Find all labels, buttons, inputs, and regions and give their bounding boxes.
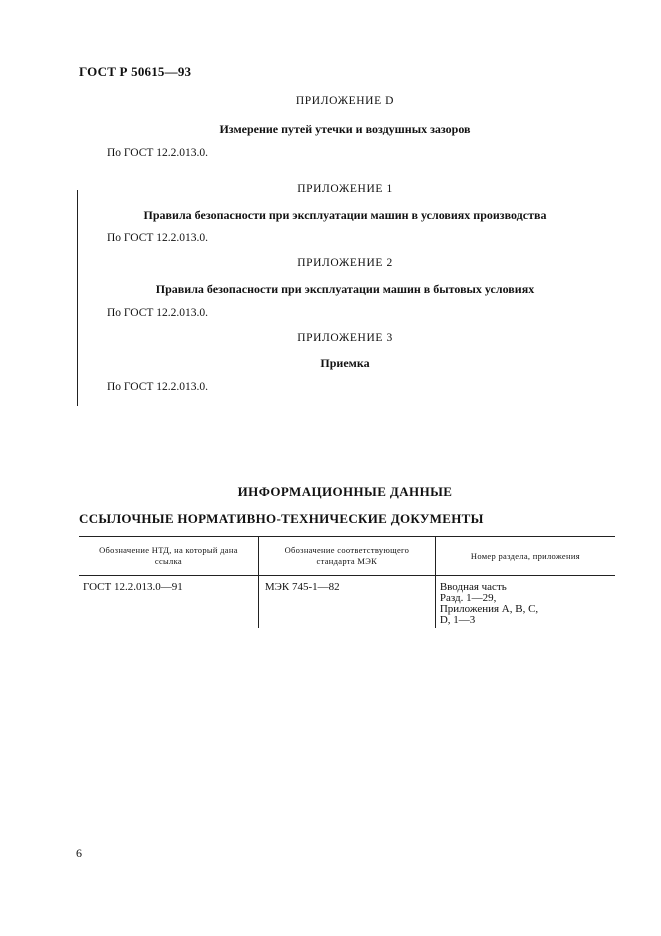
cell-iec: МЭК 745-1—82 bbox=[258, 576, 435, 629]
table-row bbox=[79, 576, 615, 629]
appendix-d-label: ПРИЛОЖЕНИЕ D bbox=[295, 95, 395, 107]
section-line: Вводная часть bbox=[439, 581, 507, 593]
appendix-d-reference: По ГОСТ 12.2.013.0. bbox=[107, 147, 209, 159]
table-header-row bbox=[79, 537, 615, 576]
page-number: 6 bbox=[76, 846, 82, 860]
appendix-1-reference: По ГОСТ 12.2.013.0. bbox=[107, 232, 209, 244]
document-header: ГОСТ Р 50615—93 bbox=[79, 64, 192, 79]
appendix-1-label: ПРИЛОЖЕНИЕ 1 bbox=[297, 183, 393, 195]
cell-ntd: ГОСТ 12.2.013.0—91 bbox=[83, 581, 183, 593]
appendix-1-title: Правила безопасности при эксплуатации машин в условиях производства bbox=[143, 208, 547, 222]
column-header-sections: Номер раздела, приложения bbox=[435, 537, 615, 576]
appendix-d-title: Измерение путей утечки и воздушных зазоров bbox=[219, 122, 471, 136]
appendix-2-title: Правила безопасности при эксплуатации машин в бытовых условиях bbox=[155, 282, 535, 296]
appendix-3-title: Приемка bbox=[320, 356, 370, 370]
appendix-2-label: ПРИЛОЖЕНИЕ 2 bbox=[297, 257, 393, 269]
appendix-3-reference: По ГОСТ 12.2.013.0. bbox=[107, 381, 209, 393]
section-line: Разд. 1—29, bbox=[439, 592, 497, 604]
section-line: Приложения А, В, С, bbox=[439, 603, 539, 615]
section-line: D, 1—3 bbox=[439, 614, 476, 626]
reference-documents-title: ССЫЛОЧНЫЕ НОРМАТИВНО-ТЕХНИЧЕСКИЕ ДОКУМЕНТЫ bbox=[79, 511, 484, 526]
reference-table bbox=[79, 536, 615, 628]
column-header-iec: Обозначение соответствующего стандарта МЭК bbox=[258, 537, 435, 576]
column-header-ntd: Обозначение НТД, на который дана ссылка bbox=[79, 537, 258, 576]
appendix-3-label: ПРИЛОЖЕНИЕ 3 bbox=[297, 332, 393, 344]
info-data-title: ИНФОРМАЦИОННЫЕ ДАННЫЕ bbox=[237, 484, 453, 499]
appendix-2-reference: По ГОСТ 12.2.013.0. bbox=[107, 307, 209, 319]
cell-sections bbox=[435, 576, 615, 629]
